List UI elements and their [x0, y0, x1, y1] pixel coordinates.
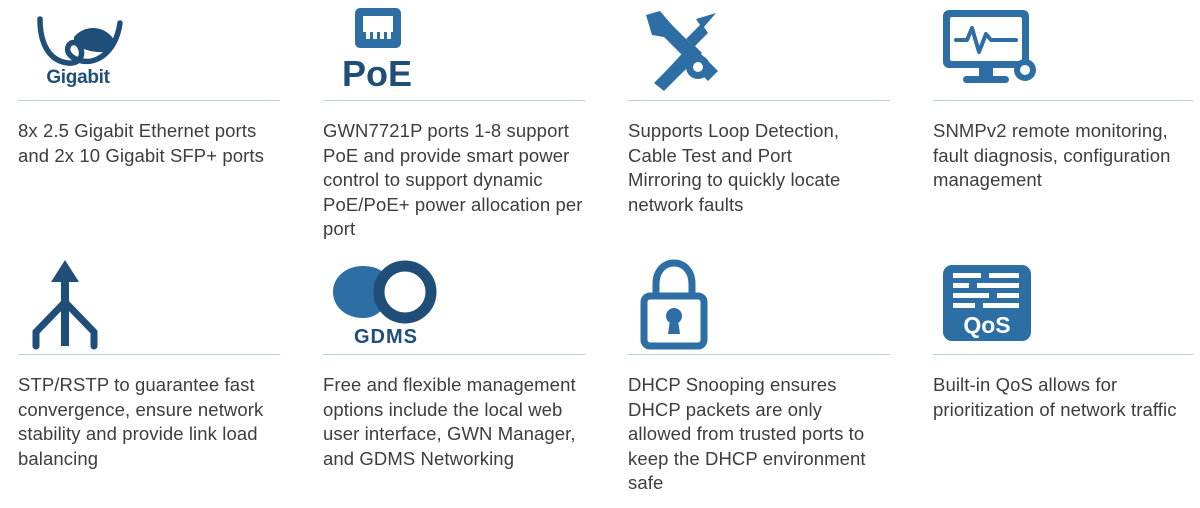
svg-text:PoE: PoE	[341, 53, 413, 94]
card-divider	[933, 100, 1193, 101]
gdms-icon-label: GDMS	[354, 325, 418, 348]
feature-card-monitoring	[915, 0, 1200, 254]
feature-card-poe	[305, 0, 610, 254]
feature-icon-area	[628, 254, 905, 354]
feature-icon-area	[323, 0, 600, 100]
card-divider	[18, 100, 280, 101]
monitor-heartbeat-icon	[939, 8, 1043, 92]
feature-text: 8x 2.5 Gigabit Ethernet ports and 2x 10 Gigabit SFP+ ports	[18, 120, 265, 166]
feature-icon-area	[628, 0, 905, 100]
spanning-tree-arrow-icon	[24, 258, 106, 350]
card-divider	[18, 354, 280, 355]
feature-text: SNMPv2 remote monitoring, fault diagnosis, configuration management	[933, 120, 1171, 191]
feature-card-qos	[915, 254, 1200, 508]
feature-text: Built-in QoS allows for prioritization of network traffic	[933, 374, 1177, 420]
feature-text: Supports Loop Detection, Cable Test and Port Mirroring to quickly locate network faults	[628, 120, 841, 215]
feature-card-dhcp-snooping	[610, 254, 915, 508]
feature-icon-area	[933, 254, 1190, 354]
feature-text: GWN7721P ports 1-8 support PoE and provide smart power control to support dynamic PoE/PoE+ power allocation per port	[323, 120, 583, 240]
card-divider	[933, 354, 1193, 355]
card-divider	[323, 100, 585, 101]
feature-card-stp	[0, 254, 305, 508]
feature-card-gigabit	[0, 0, 305, 254]
feature-icon-area	[18, 0, 295, 100]
tools-wrench-screwdriver-icon	[634, 9, 730, 91]
poe-port-icon	[329, 4, 425, 96]
card-divider	[628, 100, 890, 101]
feature-card-gdms	[305, 254, 610, 508]
feature-icon-area	[323, 254, 600, 354]
gigabit-icon-label: Gigabit	[46, 67, 110, 88]
gigabit-ethernet-icon	[24, 11, 132, 73]
feature-text: STP/RSTP to guarantee fast convergence, ensure network stability and provide link load balancing	[18, 374, 264, 469]
feature-card-diagnostics	[610, 0, 915, 254]
padlock-icon	[634, 258, 714, 350]
feature-icon-area	[933, 0, 1190, 100]
feature-icon-area	[18, 254, 295, 354]
qos-equalizer-icon	[939, 263, 1035, 345]
gdms-cloud-rings-icon	[329, 260, 443, 324]
card-divider	[628, 354, 890, 355]
card-divider	[323, 354, 585, 355]
feature-text: Free and flexible management options include the local web user interface, GWN Manager, and GDMS Networking	[323, 374, 576, 469]
svg-text:QoS: QoS	[963, 312, 1011, 338]
feature-text: DHCP Snooping ensures DHCP packets are only allowed from trusted ports to keep the DHCP environment safe	[628, 374, 866, 494]
